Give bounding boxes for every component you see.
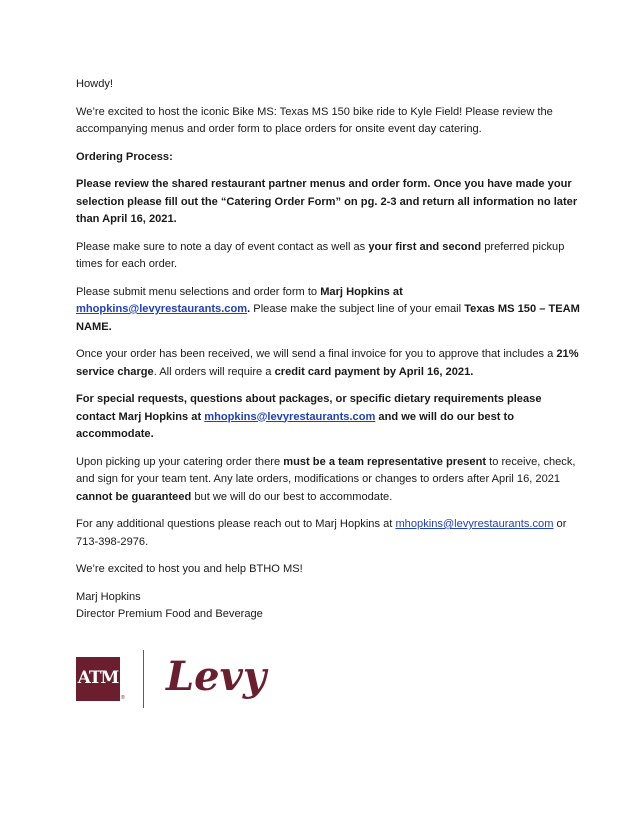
signature-block bbox=[76, 589, 580, 624]
questions-paragraph: For any additional questions please reach out to Marj Hopkins at mhopkins@levyrestaurants.com or 713-398-2976. bbox=[76, 518, 567, 548]
email-link[interactable]: mhopkins@levyrestaurants.com bbox=[204, 410, 376, 423]
logo-row bbox=[76, 646, 580, 712]
registered-mark: ® bbox=[121, 694, 125, 701]
signature-title: Director Premium Food and Beverage bbox=[76, 608, 263, 620]
levy-wordmark-icon bbox=[164, 646, 266, 712]
email-link[interactable]: mhopkins@levyrestaurants.com bbox=[76, 303, 248, 315]
email-link[interactable]: mhopkins@levyrestaurants.com bbox=[395, 518, 554, 530]
ordering-heading: Ordering Process: bbox=[76, 150, 173, 163]
contact-note-paragraph: Please make sure to note a day of event contact as well as your first and second preferred pickup times for each order. bbox=[76, 240, 565, 270]
invoice-paragraph: Once your order has been received, we will send a final invoice for you to approve that includes a 21% service charge. All orders will require a credit card payment by April 16, 2021. bbox=[76, 348, 579, 378]
ordering-instructions: Please review the shared restaurant partner menus and order form. Once you have made your selection please fill out the “Catering Order Form” on pg. 2-3 and return all information no later than April 16, 2021. bbox=[76, 178, 578, 225]
submit-paragraph: Please submit menu selections and order form to Marj Hopkins at mhopkins@levyrestaurants.com. Please make the subject line of your email Texas MS 150 – TEAM NAME. bbox=[76, 285, 580, 333]
special-requests-paragraph: For special requests, questions about packages, or specific dietary requirements please contact Marj Hopkins at mhopkins@levyrestaurants.com and we will do our best to accommodate. bbox=[76, 393, 542, 440]
intro-paragraph: We’re excited to host the iconic Bike MS: Texas MS 150 bike ride to Kyle Field! Please review the accompanying menus and order form to place orders for onsite event day catering. bbox=[76, 105, 553, 135]
logo-divider bbox=[143, 650, 144, 708]
pickup-paragraph: Upon picking up your catering order there must be a team representative present to receive, check, and sign for your team tent. Any late orders, modifications or changes to orders after April 16, 2021 cannot be guaranteed but we will do our best to accommodate. bbox=[76, 455, 576, 503]
greeting: Howdy! bbox=[76, 78, 113, 90]
texas-am-logo bbox=[76, 657, 125, 701]
svg-text:Levy: Levy bbox=[165, 652, 266, 700]
atm-logo-box: ATM bbox=[76, 657, 120, 701]
levy-logo bbox=[164, 646, 266, 712]
signature-name: Marj Hopkins bbox=[76, 590, 141, 603]
closing-line: We’re excited to host you and help BTHO MS! bbox=[76, 563, 303, 575]
